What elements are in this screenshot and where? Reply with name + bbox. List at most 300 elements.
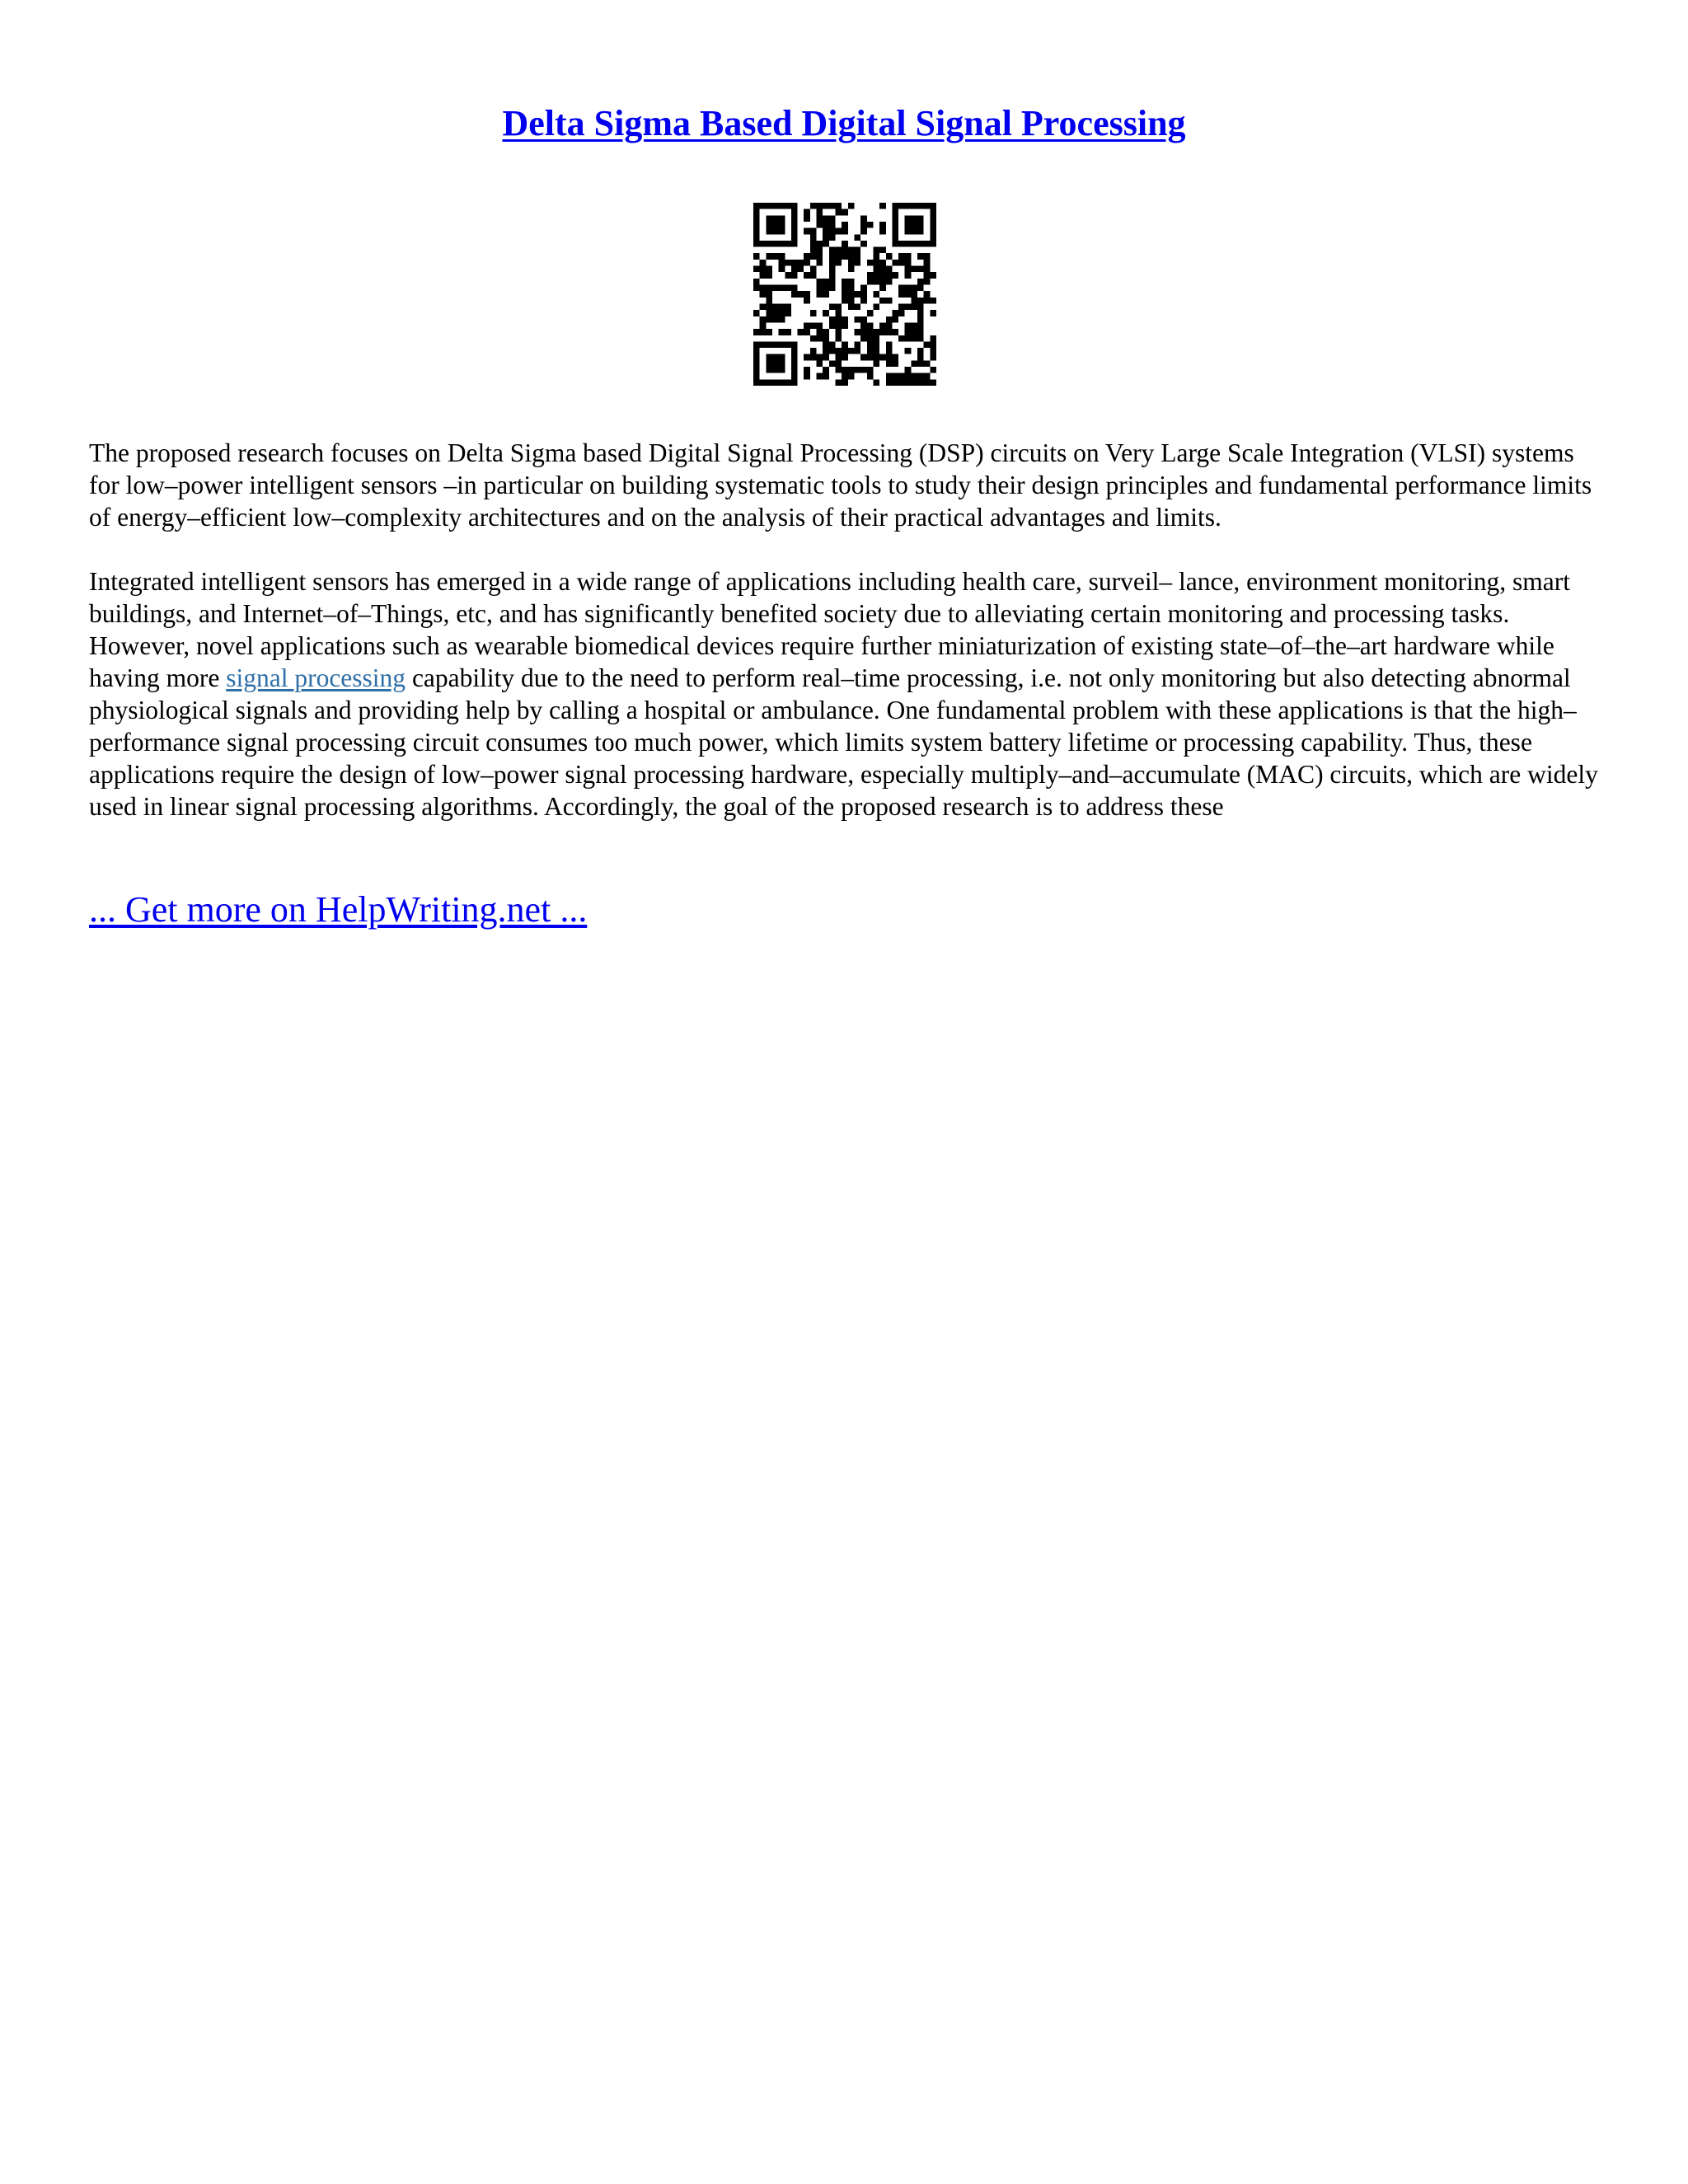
- qr-module: [772, 360, 779, 367]
- qr-module: [829, 228, 836, 235]
- paragraph-2: [89, 565, 1606, 823]
- qr-module: [924, 279, 931, 285]
- qr-module: [791, 272, 798, 279]
- qr-module: [842, 316, 848, 323]
- qr-module: [779, 266, 785, 273]
- qr-module: [860, 316, 867, 323]
- qr-module: [785, 303, 791, 310]
- qr-module: [905, 285, 912, 292]
- qr-module: [930, 203, 936, 209]
- qr-module: [829, 203, 836, 209]
- qr-module: [836, 253, 842, 260]
- qr-module: [817, 354, 823, 361]
- qr-module: [836, 303, 842, 310]
- get-more-link[interactable]: ... Get more on HelpWriting.net ...: [89, 889, 588, 930]
- qr-module: [848, 367, 855, 373]
- qr-module: [842, 241, 848, 247]
- qr-module: [917, 373, 924, 380]
- qr-module: [766, 298, 772, 304]
- qr-module: [836, 322, 842, 329]
- qr-module: [804, 298, 810, 304]
- qr-module: [848, 291, 855, 298]
- qr-module: [911, 329, 917, 335]
- qr-module: [917, 228, 924, 235]
- qr-module: [930, 367, 936, 373]
- more-link-container: [89, 888, 587, 932]
- qr-module: [823, 234, 829, 241]
- title-link[interactable]: Delta Sigma Based Digital Signal Processing: [502, 103, 1186, 143]
- qr-module: [854, 291, 860, 298]
- qr-module: [848, 253, 855, 260]
- qr-module: [829, 341, 836, 348]
- qr-module: [892, 329, 898, 335]
- qr-module: [905, 266, 912, 273]
- qr-module: [791, 215, 798, 222]
- qr-module: [842, 298, 848, 304]
- qr-module: [905, 367, 912, 373]
- qr-module: [810, 234, 817, 241]
- qr-module: [892, 260, 898, 266]
- qr-module: [772, 379, 779, 386]
- qr-module: [779, 379, 785, 386]
- qr-module: [848, 279, 855, 285]
- qr-module: [854, 329, 860, 335]
- qr-module: [886, 272, 893, 279]
- qr-module: [772, 285, 779, 292]
- qr-module: [804, 373, 810, 380]
- qr-module: [917, 335, 924, 342]
- qr-module: [753, 228, 760, 235]
- qr-module: [930, 241, 936, 247]
- qr-module: [760, 329, 767, 335]
- qr-module: [873, 360, 879, 367]
- qr-module: [873, 329, 879, 335]
- qr-module: [860, 329, 867, 335]
- qr-module: [785, 203, 791, 209]
- qr-module: [760, 291, 767, 298]
- qr-module: [867, 279, 874, 285]
- qr-module: [917, 241, 924, 247]
- qr-module: [905, 335, 912, 342]
- qr-module: [836, 260, 842, 266]
- qr-module: [886, 298, 893, 304]
- qr-module: [905, 379, 912, 386]
- qr-module: [829, 266, 836, 273]
- qr-module: [810, 310, 817, 316]
- qr-module: [817, 373, 823, 380]
- qr-module: [791, 209, 798, 216]
- qr-module: [911, 291, 917, 298]
- qr-module: [930, 348, 936, 354]
- qr-module: [810, 203, 817, 209]
- qr-module: [898, 285, 905, 292]
- qr-module: [917, 253, 924, 260]
- qr-module: [911, 203, 917, 209]
- qr-module: [879, 228, 886, 235]
- qr-module: [823, 341, 829, 348]
- paragraph-2-text-after-link: capability due to the need to perform real–time processing, i.e. not only monitoring but also detecting abnormal physiological signals and providing help by calling a hospital or ambulance. One fundamental problem with these applications is that the high–performance signal processing circuit consumes too much power, which limits system battery lifetime or processing capability. Thus, these applications require the design of low–power signal processing hardware, especially multiply–and–accumulate (MAC) circuits, which are widely used in linear signal processing algorithms. Accordingly, the goal of the proposed research is to address these: [89, 663, 1598, 821]
- qr-module: [753, 222, 760, 228]
- qr-module: [823, 310, 829, 316]
- qr-module: [917, 215, 924, 222]
- qr-module: [804, 367, 810, 373]
- qr-module: [854, 247, 860, 254]
- qr-module: [873, 335, 879, 342]
- qr-module: [924, 298, 931, 304]
- qr-module: [766, 303, 772, 310]
- qr-module: [791, 291, 798, 298]
- qr-module: [924, 379, 931, 386]
- qr-module: [766, 215, 772, 222]
- qr-module: [886, 348, 893, 354]
- qr-module: [873, 379, 879, 386]
- qr-module: [842, 247, 848, 254]
- qr-module: [798, 260, 804, 266]
- qr-module: [836, 348, 842, 354]
- qr-module: [873, 260, 879, 266]
- qr-module: [804, 329, 810, 335]
- qr-module: [842, 322, 848, 329]
- qr-module: [760, 203, 767, 209]
- qr-module: [848, 203, 855, 209]
- qr-module: [753, 209, 760, 216]
- qr-module: [905, 241, 912, 247]
- qr-module: [842, 209, 848, 216]
- qr-module: [848, 266, 855, 273]
- qr-module: [836, 316, 842, 323]
- qr-module: [898, 335, 905, 342]
- qr-module: [804, 272, 810, 279]
- qr-module: [911, 222, 917, 228]
- qr-module: [886, 322, 893, 329]
- qr-module: [842, 291, 848, 298]
- qr-module: [842, 228, 848, 235]
- qr-module: [924, 203, 931, 209]
- qr-module: [779, 260, 785, 266]
- qr-module: [924, 291, 931, 298]
- article-body: [89, 437, 1606, 855]
- qr-module: [860, 291, 867, 298]
- qr-module: [760, 322, 767, 329]
- qr-module: [911, 285, 917, 292]
- qr-module: [829, 303, 836, 310]
- qr-module: [911, 266, 917, 273]
- qr-module: [791, 367, 798, 373]
- qr-module: [810, 348, 817, 354]
- qr-module: [886, 279, 893, 285]
- qr-module: [917, 298, 924, 304]
- qr-module: [779, 316, 785, 323]
- qr-module: [798, 291, 804, 298]
- qr-module: [823, 329, 829, 335]
- qr-module: [892, 215, 898, 222]
- qr-module: [892, 373, 898, 380]
- qr-module: [854, 253, 860, 260]
- qr-module: [911, 228, 917, 235]
- qr-module: [836, 203, 842, 209]
- qr-module: [892, 222, 898, 228]
- qr-module: [829, 253, 836, 260]
- qr-module: [854, 234, 860, 241]
- qr-module: [867, 322, 874, 329]
- qr-module: [810, 253, 817, 260]
- qr-module: [911, 241, 917, 247]
- signal-processing-link[interactable]: signal processing: [226, 663, 406, 692]
- qr-module: [911, 322, 917, 329]
- qr-module: [817, 329, 823, 335]
- qr-module: [753, 354, 760, 361]
- qr-module: [911, 303, 917, 310]
- qr-module: [760, 341, 767, 348]
- qr-module: [898, 241, 905, 247]
- title-container: [0, 102, 1688, 146]
- qr-module: [798, 266, 804, 273]
- qr-module: [817, 209, 823, 216]
- qr-module: [879, 329, 886, 335]
- qr-module: [766, 367, 772, 373]
- qr-module: [836, 247, 842, 254]
- qr-module: [905, 260, 912, 266]
- qr-module: [842, 285, 848, 292]
- qr-module: [924, 266, 931, 273]
- qr-module: [779, 215, 785, 222]
- qr-module: [892, 228, 898, 235]
- qr-module: [873, 272, 879, 279]
- qr-module: [917, 348, 924, 354]
- qr-module: [905, 322, 912, 329]
- qr-module: [854, 348, 860, 354]
- qr-module: [766, 272, 772, 279]
- qr-module: [873, 279, 879, 285]
- qr-module: [791, 354, 798, 361]
- qr-module: [854, 303, 860, 310]
- qr-module: [772, 241, 779, 247]
- qr-module: [766, 241, 772, 247]
- qr-module: [879, 222, 886, 228]
- qr-module: [785, 379, 791, 386]
- qr-module: [823, 215, 829, 222]
- qr-module: [930, 272, 936, 279]
- qr-module: [930, 228, 936, 235]
- qr-module: [791, 360, 798, 367]
- qr-module: [779, 222, 785, 228]
- qr-module: [917, 329, 924, 335]
- qr-module: [867, 310, 874, 316]
- qr-code-graphic: [753, 203, 936, 386]
- qr-module: [905, 228, 912, 235]
- qr-module: [886, 316, 893, 323]
- qr-module: [829, 234, 836, 241]
- qr-module: [785, 272, 791, 279]
- qr-module: [785, 329, 791, 335]
- qr-module: [772, 310, 779, 316]
- qr-module: [873, 341, 879, 348]
- qr-module: [917, 222, 924, 228]
- qr-module: [772, 341, 779, 348]
- qr-module: [917, 285, 924, 292]
- qr-module: [836, 329, 842, 335]
- qr-module: [779, 303, 785, 310]
- qr-module: [886, 266, 893, 273]
- qr-module: [860, 285, 867, 292]
- qr-module: [905, 272, 912, 279]
- qr-module: [867, 335, 874, 342]
- qr-module: [860, 215, 867, 222]
- qr-module: [823, 241, 829, 247]
- qr-module: [804, 228, 810, 235]
- qr-module: [760, 285, 767, 292]
- qr-module: [753, 379, 760, 386]
- qr-module: [867, 341, 874, 348]
- qr-module: [898, 260, 905, 266]
- qr-module: [753, 367, 760, 373]
- qr-module: [779, 285, 785, 292]
- qr-module: [772, 253, 779, 260]
- qr-module: [842, 379, 848, 386]
- qr-module: [817, 222, 823, 228]
- qr-module: [911, 373, 917, 380]
- qr-module: [860, 222, 867, 228]
- qr-module: [917, 310, 924, 316]
- qr-module: [924, 260, 931, 266]
- qr-module: [911, 215, 917, 222]
- qr-module: [772, 228, 779, 235]
- qr-module: [836, 209, 842, 216]
- qr-module: [854, 367, 860, 373]
- qr-module: [829, 215, 836, 222]
- qr-module: [842, 341, 848, 348]
- qr-module: [829, 222, 836, 228]
- qr-module: [829, 360, 836, 367]
- paragraph-1: The proposed research focuses on Delta Sigma based Digital Signal Processing (DSP) circuits on Very Large Scale Integration (VLSI) systems for low–power intelligent sensors –in particular on building systematic tools to study their design principles and fundamental performance limits of energy–efficient low–complexity architectures and on the analysis of their practical advantages and limits.: [89, 438, 1592, 532]
- qr-module: [760, 303, 767, 310]
- qr-module: [791, 228, 798, 235]
- qr-module: [804, 322, 810, 329]
- qr-module: [873, 266, 879, 273]
- qr-module: [753, 266, 760, 273]
- qr-module: [810, 354, 817, 361]
- qr-module: [817, 247, 823, 254]
- qr-module: [785, 310, 791, 316]
- qr-module: [810, 241, 817, 247]
- qr-module: [760, 272, 767, 279]
- qr-module: [836, 379, 842, 386]
- qr-module: [892, 241, 898, 247]
- qr-module: [867, 222, 874, 228]
- qr-module: [766, 341, 772, 348]
- qr-module: [779, 203, 785, 209]
- qr-module: [772, 367, 779, 373]
- qr-module: [917, 379, 924, 386]
- qr-module: [753, 310, 760, 316]
- qr-module: [860, 322, 867, 329]
- qr-module: [766, 329, 772, 335]
- qr-module: [772, 354, 779, 361]
- qr-module: [917, 279, 924, 285]
- qr-module: [804, 253, 810, 260]
- qr-module: [829, 272, 836, 279]
- qr-module: [791, 241, 798, 247]
- qr-module: [873, 348, 879, 354]
- qr-module: [886, 373, 893, 380]
- qr-module: [810, 247, 817, 254]
- qr-module: [842, 279, 848, 285]
- qr-module: [867, 329, 874, 335]
- qr-module: [804, 260, 810, 266]
- qr-module: [785, 260, 791, 266]
- qr-module: [886, 341, 893, 348]
- qr-module: [930, 298, 936, 304]
- qr-module: [905, 348, 912, 354]
- qr-module: [829, 279, 836, 285]
- qr-module: [917, 360, 924, 367]
- qr-module: [892, 310, 898, 316]
- qr-module: [886, 379, 893, 386]
- qr-module: [917, 354, 924, 361]
- qr-module: [879, 298, 886, 304]
- qr-module: [779, 253, 785, 260]
- qr-module: [867, 354, 874, 361]
- qr-module: [836, 228, 842, 235]
- qr-module: [791, 266, 798, 273]
- qr-module: [823, 335, 829, 342]
- qr-module: [836, 335, 842, 342]
- qr-module: [772, 222, 779, 228]
- qr-module: [766, 222, 772, 228]
- qr-module: [860, 335, 867, 342]
- qr-module: [791, 379, 798, 386]
- qr-module: [924, 360, 931, 367]
- qr-module: [917, 266, 924, 273]
- qr-module: [879, 260, 886, 266]
- qr-module: [905, 215, 912, 222]
- qr-module: [823, 222, 829, 228]
- qr-module: [930, 222, 936, 228]
- qr-module: [753, 215, 760, 222]
- qr-module: [753, 348, 760, 354]
- qr-module: [879, 279, 886, 285]
- qr-module: [911, 335, 917, 342]
- qr-module: [911, 379, 917, 386]
- qr-module: [823, 367, 829, 373]
- qr-module: [873, 247, 879, 254]
- qr-module: [854, 260, 860, 266]
- qr-module: [817, 203, 823, 209]
- qr-module: [817, 335, 823, 342]
- qr-module: [873, 354, 879, 361]
- qr-module: [766, 285, 772, 292]
- qr-module: [753, 241, 760, 247]
- qr-module: [886, 253, 893, 260]
- qr-module: [892, 316, 898, 323]
- qr-module: [810, 272, 817, 279]
- qr-module: [772, 215, 779, 222]
- qr-module: [848, 303, 855, 310]
- qr-module: [854, 341, 860, 348]
- qr-module: [829, 247, 836, 254]
- qr-module: [930, 209, 936, 216]
- qr-module: [842, 373, 848, 380]
- qr-module: [779, 241, 785, 247]
- qr-module: [842, 348, 848, 354]
- qr-module: [867, 260, 874, 266]
- qr-module: [924, 373, 931, 380]
- qr-module: [892, 379, 898, 386]
- qr-module: [892, 209, 898, 216]
- qr-module: [836, 360, 842, 367]
- qr-module: [905, 373, 912, 380]
- qr-module: [842, 367, 848, 373]
